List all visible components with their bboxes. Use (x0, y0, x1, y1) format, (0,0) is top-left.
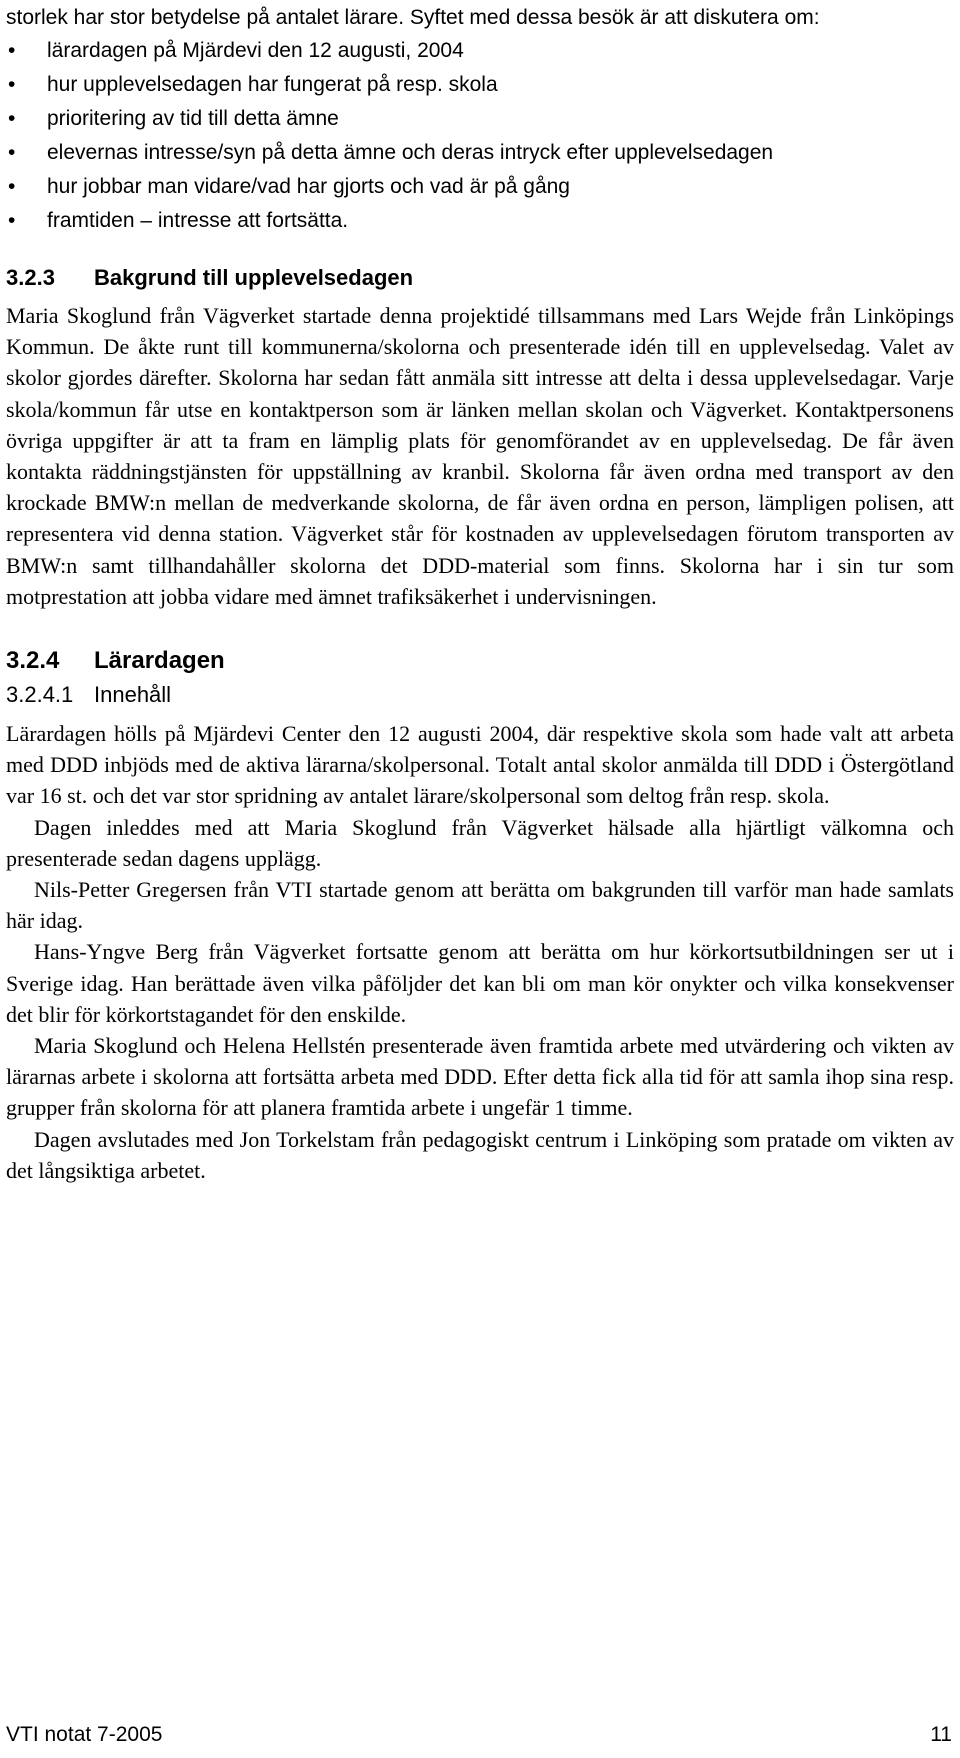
document-page (6, 0, 954, 1186)
list-item-text: framtiden – intresse att fortsätta. (47, 209, 349, 232)
section-heading-3-2-4-1 (6, 680, 954, 710)
section-paragraph: Maria Skoglund från Vägverket startade denna projektidé tillsammans med Lars Wejde från Linköpings Kommun. De åkte runt till kommunerna/skolorna och presenterade idén till en upplevelsedag. Valet av skolor gjordes därefter. Skolorna har sedan fått anmäla sitt intresse att delta i dessa upplevelsedagar. Varje skola/kommun får utse en kontaktperson som är länken mellan skolan och Vägverket. Kontaktpersonens övriga uppgifter är att ta fram en lämplig plats för genomförandet av en upplevelsedag. De får även kontakta räddningstjänsten för uppställning av kranbil. Skolorna får även ordna med transport av den krockade BMW:n mellan de medverkande skolorna, de får även ordna en person, lämpligen polisen, att representera vid denna station. Vägverket står för kostnaden av upplevelsedagen förutom transporten av BMW:n samt tillhandahåller skolorna det DDD-material som finns. Skolorna har i sin tur som motprestation att jobba vidare med ämnet trafiksäkerhet i undervisningen. (6, 303, 954, 609)
section-heading-3-2-3 (6, 264, 954, 292)
list-item (6, 204, 954, 238)
intro-text: storlek har stor betydelse på antalet lärare. Syftet med dessa besök är att diskutera om: (6, 6, 820, 29)
list-item-text: lärardagen på Mjärdevi den 12 augusti, 2004 (47, 39, 464, 62)
section-heading-3-2-4 (6, 646, 954, 676)
bullet-icon: • (8, 39, 16, 62)
bullet-icon: • (8, 73, 16, 96)
section-paragraph: Hans-Yngve Berg från Vägverket fortsatte genom att berätta om hur körkortsutbildningen ser ut i Sverige idag. Han berättade även vilka påföljder det kan bli om man kör onykter och vilka konsekvenser det blir för körkortstagandet för den enskilde. (6, 939, 954, 1027)
bullet-icon: • (8, 209, 16, 232)
footer-publication: VTI notat 7-2005 (6, 1723, 163, 1746)
page-footer (6, 1722, 952, 1748)
list-item (6, 68, 954, 102)
list-item-text: prioritering av tid till detta ämne (47, 107, 339, 130)
section-paragraph: Dagen inleddes med att Maria Skoglund från Vägverket hälsade alla hjärtligt välkomna och presenterade sedan dagens upplägg. (6, 814, 954, 871)
section-number: 3.2.4 (6, 647, 60, 675)
bullet-icon: • (8, 175, 16, 198)
section-number: 3.2.3 (6, 265, 55, 290)
list-item-text: hur jobbar man vidare/vad har gjorts och vad är på gång (47, 175, 570, 198)
page-number: 11 (930, 1723, 952, 1746)
list-item-text: elevernas intresse/syn på detta ämne och deras intryck efter upplevelsedagen (47, 141, 774, 164)
bullet-list (6, 34, 954, 238)
section-title: Bakgrund till upplevelsedagen (94, 265, 414, 290)
section-paragraph: Dagen avslutades med Jon Torkelstam från pedagogiskt centrum i Linköping som pratade om vikten av det långsiktiga arbetet. (6, 1126, 954, 1183)
list-item-text: hur upplevelsedagen har fungerat på resp. skola (47, 73, 498, 96)
section-number: 3.2.4.1 (6, 682, 74, 708)
section-paragraph: Maria Skoglund och Helena Hellstén presenterade även framtida arbete med utvärdering och vikten av lärarnas arbete i skolorna att fortsätta arbeta med DDD. Efter detta fick alla tid för att samla ihop sina resp. grupper från skolorna för att planera framtida arbete i ungefär 1 timme. (6, 1033, 954, 1121)
section-title: Lärardagen (94, 647, 225, 675)
section-title: Innehåll (94, 682, 172, 708)
list-item (6, 34, 954, 68)
bullet-icon: • (8, 141, 16, 164)
list-item (6, 136, 954, 170)
list-item (6, 102, 954, 136)
bullet-icon: • (8, 107, 16, 130)
section-paragraph: Lärardagen hölls på Mjärdevi Center den 12 augusti 2004, där respektive skola som hade valt att arbeta med DDD inbjöds med de aktiva lärarna/skolpersonal. Totalt antal skolor anmälda till DDD i Östergötland var 16 st. och det var stor spridning av antalet lärare/skolpersonal som deltog från resp. skola. (6, 721, 954, 809)
section-paragraph: Nils-Petter Gregersen från VTI startade genom att berätta om bakgrunden till varför man hade samlats här idag. (6, 877, 954, 934)
list-item (6, 170, 954, 204)
